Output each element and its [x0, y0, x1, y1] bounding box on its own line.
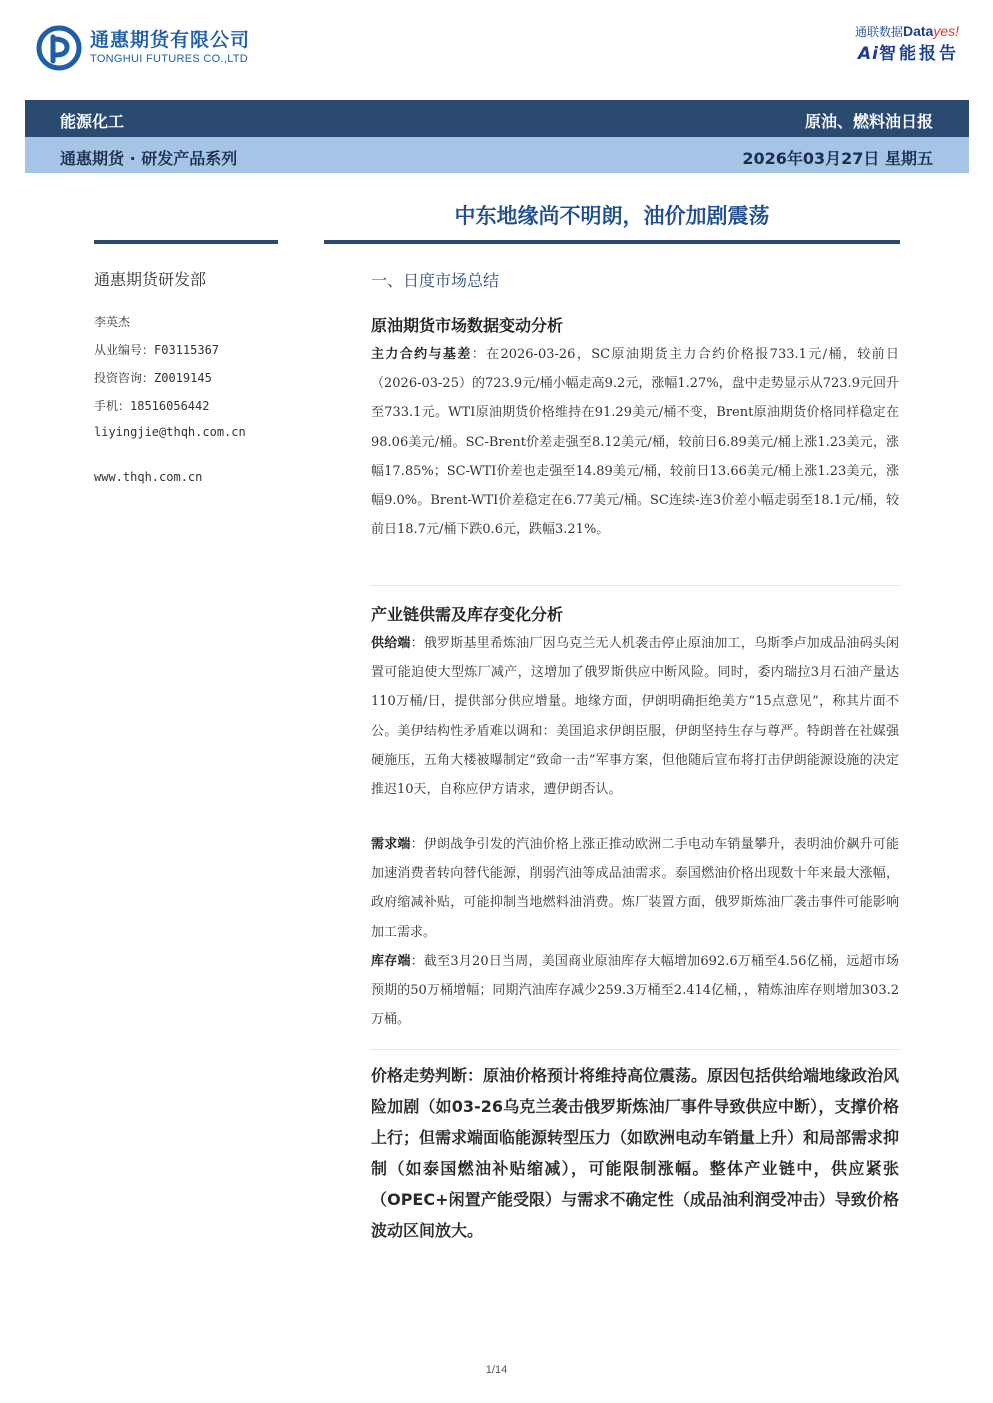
- brand-yes: yes!: [933, 23, 959, 39]
- header-band-secondary: [25, 137, 969, 173]
- section-title: 一、日度市场总结: [371, 271, 500, 290]
- supply-paragraph: [371, 629, 899, 804]
- author-name: 李英杰: [94, 315, 131, 329]
- futures-heading: 原油期货市场数据变动分析: [371, 316, 564, 335]
- datayes-logo: [799, 22, 959, 41]
- page-number: 1/14: [485, 1364, 508, 1376]
- series-label: 通惠期货 · 研发产品系列: [60, 149, 238, 168]
- demand-text: ：伊朗战争引发的汽油价格上涨正推动欧洲二手电动车销量攀升，表明油价飙升可能加速消费者转向替代能源，削弱汽油等成品油需求。泰国燃油价格出现数十年来最大涨幅，政府缩减补贴，可能抑制当地燃料油消费。炼厂装置方面，俄罗斯炼油厂袭击事件可能影响加工需求。: [371, 837, 899, 940]
- report-date: 2026年03月27日 星期五: [742, 149, 933, 168]
- company-name-en: TONGHUI FUTURES CO.,LTD: [90, 53, 249, 65]
- section-divider: [371, 1049, 899, 1050]
- chain-heading: 产业链供需及库存变化分析: [371, 605, 564, 624]
- tonghui-logo-icon: [36, 25, 82, 71]
- brand-data: Data: [902, 23, 934, 39]
- supply-label: 供给端: [371, 636, 411, 651]
- license-number: 从业编号：F03115367: [94, 343, 220, 357]
- futures-label: 主力合约与基差: [371, 347, 472, 362]
- stock-paragraph: [371, 947, 899, 1035]
- report-title: 中东地缘尚不明朗，油价加剧震荡: [454, 204, 770, 228]
- sidebar-rule: [94, 240, 278, 244]
- stock-label: 库存端: [371, 954, 411, 969]
- brand-ai: Ai: [858, 44, 879, 64]
- website-link[interactable]: www.thqh.com.cn: [94, 470, 203, 484]
- ai-report-label: [799, 41, 959, 67]
- report-type-label: 原油、燃料油日报: [804, 112, 933, 131]
- consult-number: 投资咨询：Z0019145: [94, 371, 212, 385]
- futures-paragraph: [371, 340, 899, 544]
- brand-prefix: 通联数据: [854, 25, 903, 39]
- stock-text: ：截至3月20日当周，美国商业原油库存大幅增加692.6万桶至4.56亿桶，远超市场预期的50万桶增幅；同期汽油库存减少259.3万桶至2.414亿桶，，精炼油库存则增加303.2万桶。: [371, 954, 899, 1028]
- brand-report: 智能报告: [879, 44, 959, 64]
- section-divider: [371, 585, 899, 586]
- demand-paragraph: [371, 830, 899, 947]
- futures-text: ：在2026-03-26，SC原油期货主力合约价格报733.1元/桶，较前日（2026-03-25）的723.9元/桶小幅走高9.2元，涨幅1.27%，盘中走势显示从723.9元回升至733.1元。WTI原油期货价格维持在91.29美元/桶不变，Brent原油期货价格同样稳定在98.06美元/桶。SC-Brent价差走强至8.12美元/桶，较前日6.89美元/桶上涨1.23美元，涨幅17.85%；SC-WTI价差也走强至14.89美元/桶，较前日13.66美元/桶上涨1.23美元，涨幅9.0%。Brent-WTI价差稳定在6.77美元/桶。SC连续-连3价差小幅走弱至18.1元/桶，较前日18.7元/桶下跌0.6元，跌幅3.21%。: [371, 347, 899, 538]
- company-name-cn: 通惠期货有限公司: [90, 29, 251, 51]
- supply-text: ：俄罗斯基里希炼油厂因乌克兰无人机袭击停止原油加工，乌斯季卢加成品油码头闲置可能迫使大型炼厂减产，这增加了俄罗斯供应中断风险。同时，委内瑞拉3月石油产量达110万桶/日，提供部分供应增量。地缘方面，伊朗明确拒绝美方“15点意见”，称其片面不公。美伊结构性矛盾难以调和：美国追求伊朗臣服，伊朗坚持生存与尊严。特朗普在社媒强硬施压，五角大楼被曝制定“致命一击”军事方案，但他随后宣布将打击伊朗能源设施的决定推迟10天，自称应伊方请求，遭伊朗否认。: [371, 636, 899, 798]
- phone-number: 手机：18516056442: [94, 399, 210, 413]
- title-rule: [324, 240, 900, 244]
- datayes-brand: [799, 22, 959, 67]
- price-judgement: 价格走势判断：原油价格预计将维持高位震荡。原因包括供给端地缘政治风险加剧（如03-26乌克兰袭击俄罗斯炼油厂事件导致供应中断），支撑价格上行；但需求端面临能源转型压力（如欧洲电动车销量上升）和局部需求抑制（如泰国燃油补贴缩减），可能限制涨幅。整体产业链中，供应紧张（OPEC+闲置产能受限）与需求不确定性（成品油利润受冲击）导致价格波动区间放大。: [371, 1066, 900, 1240]
- email-link[interactable]: liyingjie@thqh.com.cn: [94, 425, 246, 439]
- header-band-primary: [25, 100, 969, 137]
- department-name: 通惠期货研发部: [94, 270, 207, 289]
- company-logo: [36, 22, 276, 74]
- sector-label: 能源化工: [60, 112, 125, 131]
- demand-label: 需求端: [371, 837, 411, 852]
